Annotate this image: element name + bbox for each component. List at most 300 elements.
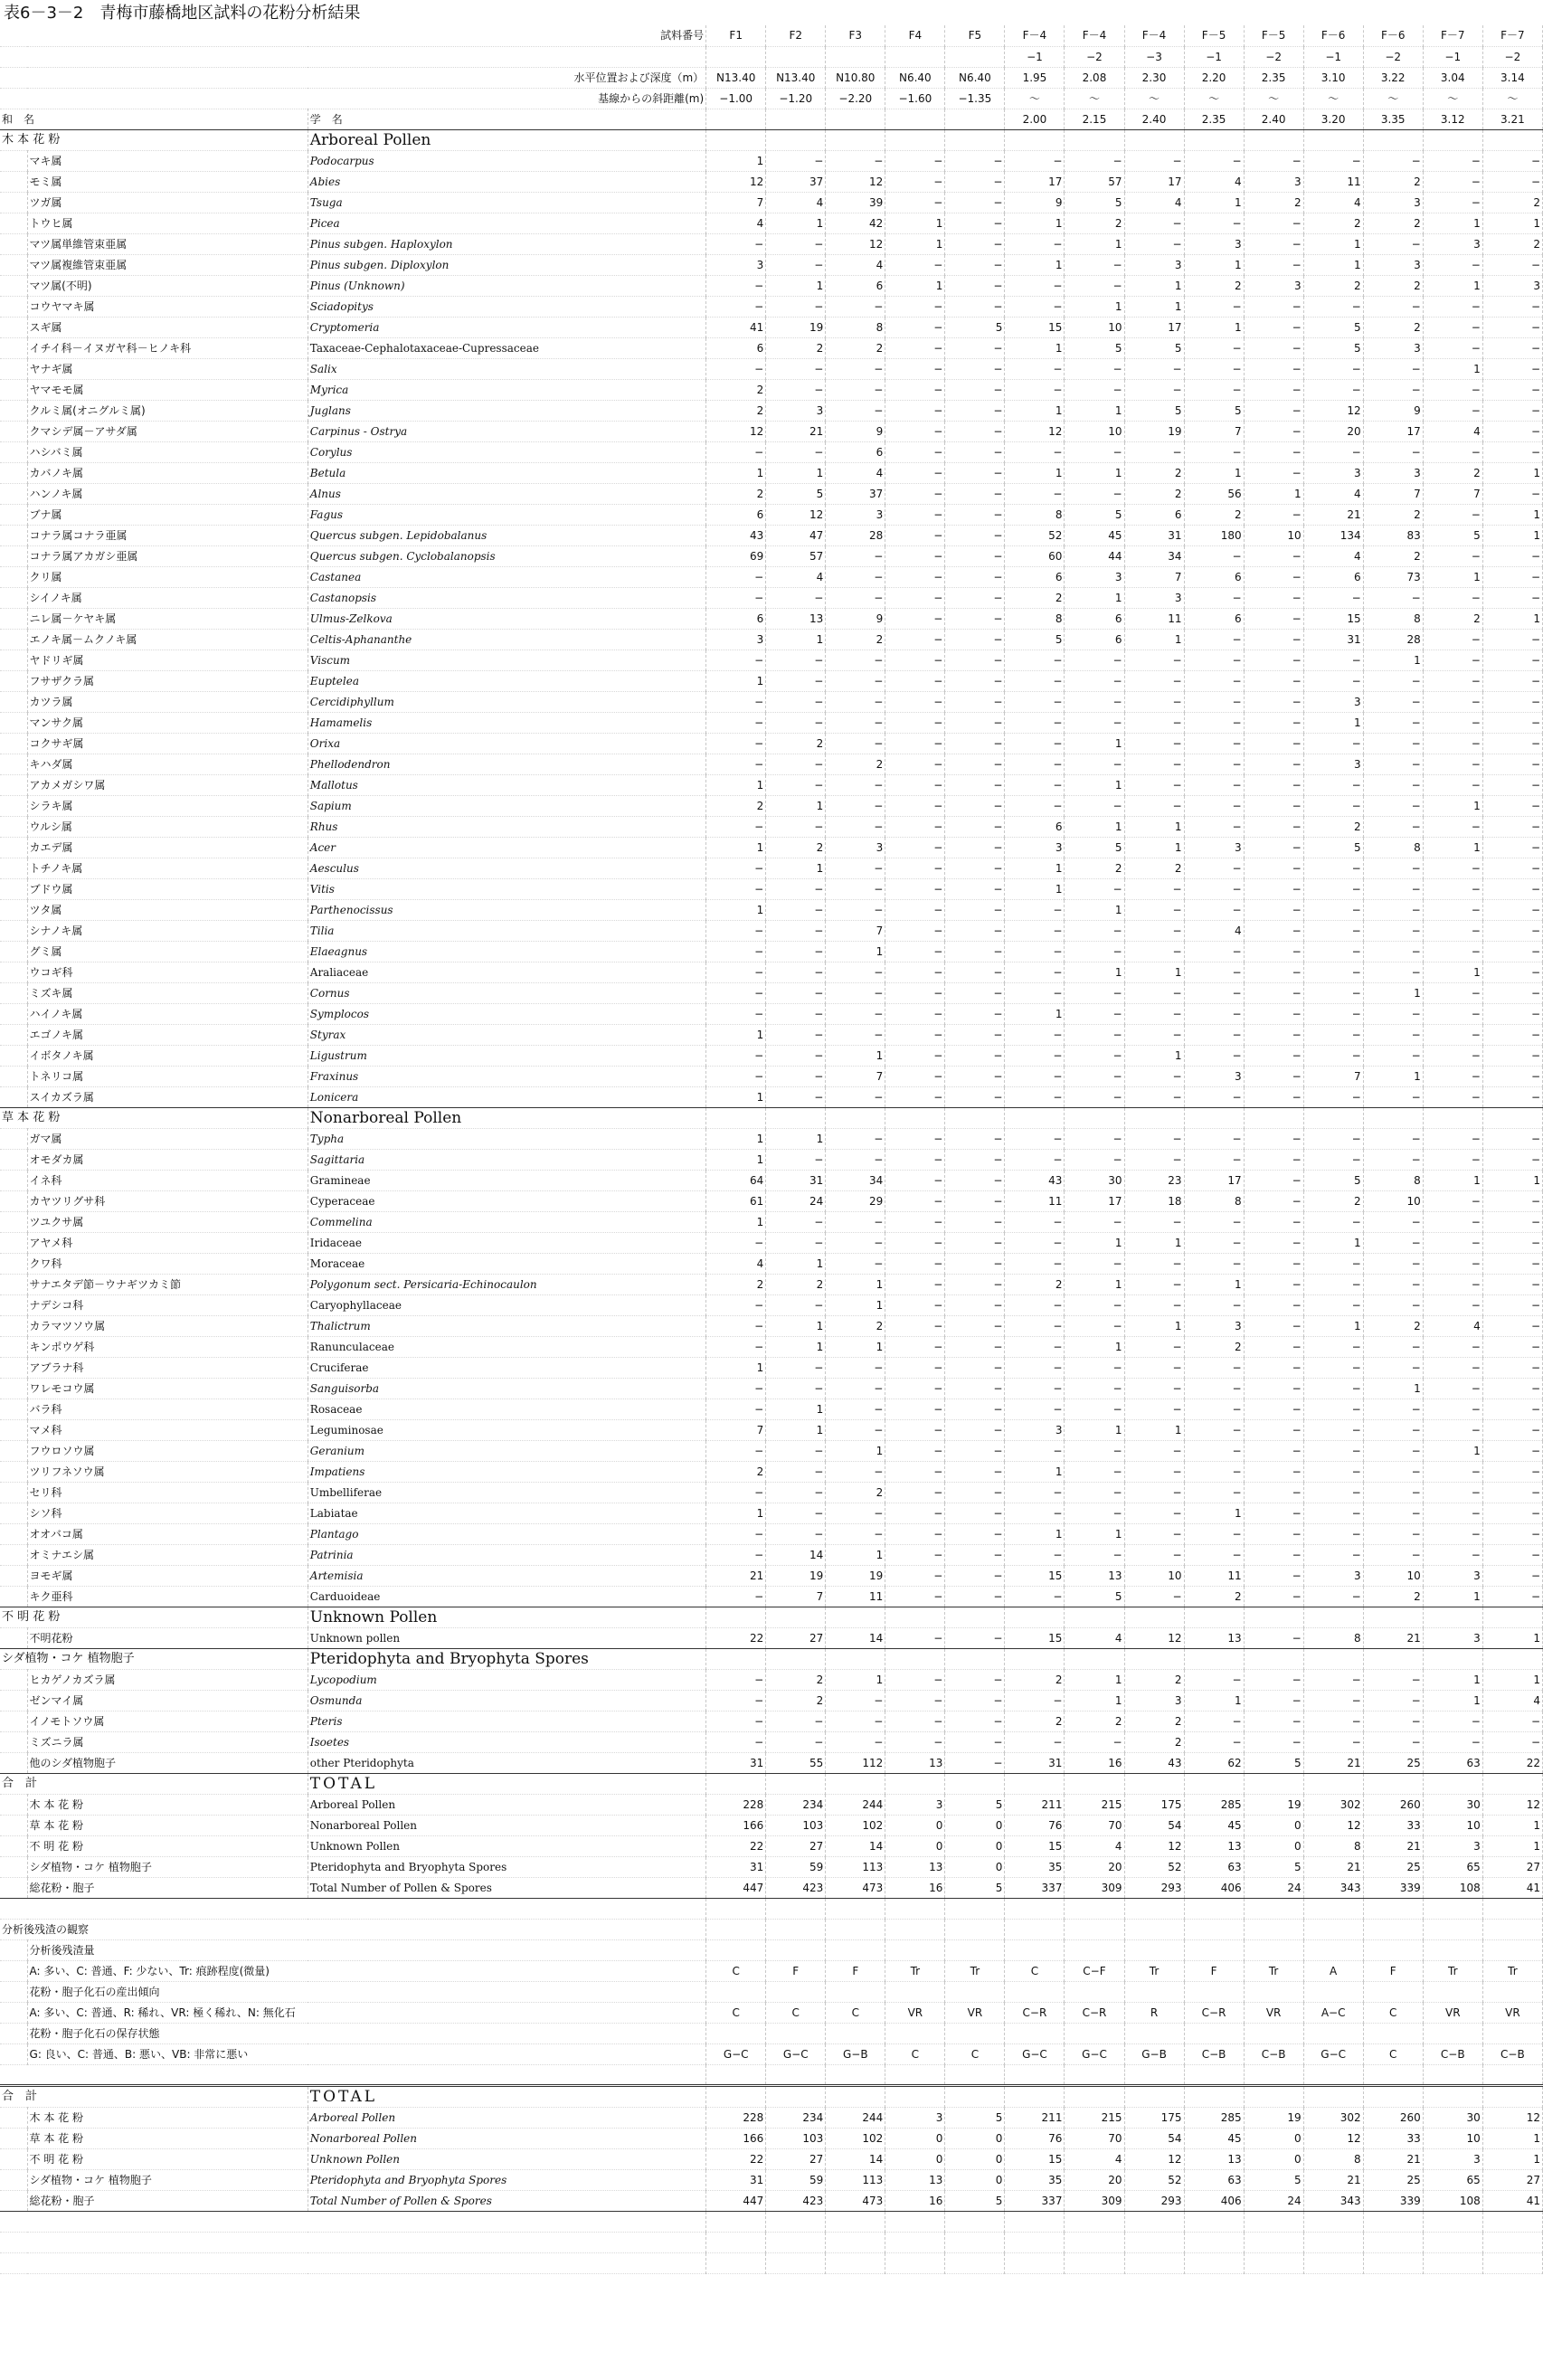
value-cell: − <box>766 774 826 795</box>
value-cell: − <box>945 400 1005 421</box>
value-cell: 1 <box>1065 899 1124 920</box>
indent-cell <box>0 379 27 400</box>
value-cell: C <box>826 2002 885 2023</box>
taxon-row <box>0 670 1543 691</box>
value-cell: − <box>826 878 885 899</box>
blank-cell <box>1244 2252 1303 2273</box>
indent-cell <box>0 1378 27 1399</box>
value-cell: − <box>1482 837 1542 858</box>
value-cell: − <box>1303 1461 1363 1482</box>
value-cell: 3 <box>1363 192 1423 213</box>
value-cell: 1 <box>1303 1232 1363 1253</box>
japanese-name-cell: 不明花粉 <box>27 1627 308 1648</box>
blank-cell <box>826 1773 885 1794</box>
value-cell: − <box>1184 441 1244 462</box>
value-cell: − <box>1005 1336 1065 1357</box>
value-cell: 1 <box>1303 712 1363 733</box>
value-cell: − <box>1303 1586 1363 1607</box>
value-cell: − <box>885 1711 945 1731</box>
value-cell: 2 <box>1005 1711 1065 1731</box>
value-cell: − <box>1363 670 1423 691</box>
indent-cell <box>0 1523 27 1544</box>
value-cell: − <box>1482 670 1542 691</box>
totals-scientific-label: TOTAL <box>308 1773 705 1794</box>
value-cell: 1 <box>1482 1170 1542 1190</box>
blank-cell <box>1363 1939 1423 1960</box>
value-cell: − <box>1065 1045 1124 1066</box>
indent-cell <box>0 1170 27 1190</box>
value-cell: − <box>706 920 766 941</box>
blank-cell <box>1482 1981 1542 2002</box>
value-cell: 13 <box>1065 1565 1124 1586</box>
value-cell: 4 <box>826 462 885 483</box>
scientific-name-cell: Taxaceae-Cephalotaxaceae-Cupressaceae <box>308 337 705 358</box>
value-cell: − <box>1423 441 1482 462</box>
taxon-row <box>0 795 1543 816</box>
value-cell: 2 <box>1363 171 1423 192</box>
blank-cell <box>885 1648 945 1669</box>
taxon-row <box>0 754 1543 774</box>
value-cell: − <box>1482 587 1542 608</box>
value-cell: − <box>706 587 766 608</box>
value-cell: 1 <box>1065 462 1124 483</box>
value-cell: − <box>945 1669 1005 1690</box>
value-cell: 1 <box>706 1086 766 1107</box>
scientific-name-cell: Abies <box>308 171 705 192</box>
value-cell: 2 <box>826 1482 885 1503</box>
value-cell: 3 <box>1184 837 1244 858</box>
value-cell: − <box>1005 1378 1065 1399</box>
slope-cell: −1.20 <box>766 88 826 109</box>
indent-cell <box>0 1149 27 1170</box>
value-cell: 423 <box>766 1877 826 1898</box>
indent-cell <box>0 691 27 712</box>
blank-cell <box>1124 1939 1184 1960</box>
blank-cell <box>1184 1919 1244 1939</box>
value-cell: 5 <box>1184 400 1244 421</box>
indent-cell <box>0 2043 27 2064</box>
blank-cell <box>1244 1107 1303 1128</box>
value-cell: 22 <box>1482 1752 1542 1773</box>
value-cell: − <box>1244 1190 1303 1211</box>
blank-cell <box>706 1919 766 1939</box>
value-cell: 2 <box>1065 1711 1124 1731</box>
value-cell: − <box>1303 1419 1363 1440</box>
value-cell: − <box>826 587 885 608</box>
blank-cell <box>1005 2232 1065 2252</box>
taxon-row <box>0 1752 1543 1773</box>
scientific-name-cell: Commelina <box>308 1211 705 1232</box>
value-cell: 2 <box>766 837 826 858</box>
value-cell: − <box>1303 1503 1363 1523</box>
value-cell: 2 <box>1184 275 1244 296</box>
value-cell: 1 <box>1124 962 1184 982</box>
value-cell: 28 <box>1363 629 1423 650</box>
value-cell: − <box>766 816 826 837</box>
japanese-name-cell: ウルシ属 <box>27 816 308 837</box>
blank-cell <box>1482 1773 1542 1794</box>
value-cell: − <box>1303 920 1363 941</box>
value-cell: 2 <box>1423 462 1482 483</box>
header-row-position <box>0 67 1543 88</box>
indent-cell <box>0 1128 27 1149</box>
japanese-name-cell: ヤマモモ属 <box>27 379 308 400</box>
value-cell: − <box>1005 962 1065 982</box>
value-cell: − <box>1184 941 1244 962</box>
value-cell: − <box>1184 1086 1244 1107</box>
value-cell: 10 <box>1363 1190 1423 1211</box>
value-cell: − <box>766 1378 826 1399</box>
position-cell: 3.22 <box>1363 67 1423 88</box>
value-cell: − <box>1303 1544 1363 1565</box>
value-cell: − <box>1303 670 1363 691</box>
value-cell: 6 <box>1005 816 1065 837</box>
value-cell: − <box>1303 795 1363 816</box>
japanese-name-cell: アブラナ科 <box>27 1357 308 1378</box>
value-cell: 11 <box>1303 171 1363 192</box>
value-cell: 16 <box>1065 1752 1124 1773</box>
value-cell: − <box>1482 920 1542 941</box>
blank-cell <box>1124 2211 1184 2232</box>
value-cell: − <box>1482 1503 1542 1523</box>
value-cell: 9 <box>1005 192 1065 213</box>
value-cell: − <box>766 982 826 1003</box>
value-cell: 1 <box>1423 1586 1482 1607</box>
value-cell: 31 <box>1005 1752 1065 1773</box>
blank-cell <box>766 2064 826 2085</box>
value-cell: − <box>1303 296 1363 317</box>
scientific-name-cell: Carduoideae <box>308 1586 705 1607</box>
blank-cell <box>1124 1981 1184 2002</box>
position-cell: N13.40 <box>766 67 826 88</box>
value-cell: 2 <box>1363 1315 1423 1336</box>
value-cell: − <box>1065 1066 1124 1086</box>
blank-cell <box>1065 1898 1124 1919</box>
value-cell: − <box>1244 733 1303 754</box>
blank-cell <box>1363 2064 1423 2085</box>
sample-sub-cell <box>706 46 766 67</box>
value-cell: − <box>1124 1440 1184 1461</box>
taxon-row <box>0 629 1543 650</box>
value-cell: 1 <box>1423 1440 1482 1461</box>
value-cell: − <box>706 1003 766 1024</box>
indent-cell <box>0 2002 27 2023</box>
sample-id-cell: F－7 <box>1423 25 1482 46</box>
scientific-name-cell: Carpinus - Ostrya <box>308 421 705 441</box>
value-cell: − <box>766 1357 826 1378</box>
value-cell: − <box>945 1627 1005 1648</box>
value-cell: − <box>1482 1003 1542 1024</box>
indent-cell <box>0 1419 27 1440</box>
scientific-name-cell: Tsuga <box>308 192 705 213</box>
value-cell: − <box>1482 1586 1542 1607</box>
blank-cell <box>1184 1107 1244 1128</box>
scientific-name-cell: Picea <box>308 213 705 233</box>
value-cell: − <box>1124 1149 1184 1170</box>
value-cell: 9 <box>826 421 885 441</box>
value-cell: − <box>826 545 885 566</box>
value-cell: − <box>1184 213 1244 233</box>
value-cell: − <box>1065 982 1124 1003</box>
value-cell: − <box>945 816 1005 837</box>
value-cell: − <box>1244 1627 1303 1648</box>
value-cell: 11 <box>1184 1565 1244 1586</box>
value-cell: − <box>885 608 945 629</box>
value-cell: 1 <box>766 1419 826 1440</box>
value-cell: − <box>706 691 766 712</box>
value-cell: − <box>1184 1357 1244 1378</box>
value-cell: − <box>945 171 1005 192</box>
value-cell: 6 <box>1065 608 1124 629</box>
value-cell: − <box>945 1523 1005 1544</box>
value-cell: 0 <box>885 2128 945 2148</box>
value-cell: − <box>1005 774 1065 795</box>
indent-cell <box>0 1503 27 1523</box>
value-cell: 6 <box>706 504 766 525</box>
value-cell: − <box>1363 1544 1423 1565</box>
value-cell: 65 <box>1423 1856 1482 1877</box>
scientific-name-cell: Hamamelis <box>308 712 705 733</box>
value-cell: C−F <box>1065 1960 1124 1981</box>
blank-cell <box>945 129 1005 150</box>
value-cell: − <box>1482 1190 1542 1211</box>
blank-cell <box>1303 2252 1363 2273</box>
taxon-row <box>0 1565 1543 1586</box>
value-cell: 1 <box>1184 1503 1244 1523</box>
value-cell: 1 <box>766 462 826 483</box>
blank-cell <box>1303 2023 1363 2043</box>
value-cell: − <box>1244 774 1303 795</box>
value-cell: − <box>826 1461 885 1482</box>
value-cell: − <box>1244 1211 1303 1232</box>
total-japanese-name: 不 明 花 粉 <box>27 2148 308 2169</box>
indent-cell <box>0 816 27 837</box>
range-to-cell: 3.35 <box>1363 109 1423 129</box>
value-cell: − <box>1303 878 1363 899</box>
value-cell: − <box>1184 1669 1244 1690</box>
taxon-row <box>0 1482 1543 1503</box>
japanese-name-cell: イボタノキ属 <box>27 1045 308 1066</box>
taxon-row <box>0 566 1543 587</box>
slope-cell: ～ <box>1482 88 1542 109</box>
value-cell: 30 <box>1065 1170 1124 1190</box>
value-cell: 19 <box>1124 421 1184 441</box>
value-cell: − <box>1423 337 1482 358</box>
japanese-name-cell: キク亜科 <box>27 1586 308 1607</box>
taxon-row <box>0 1003 1543 1024</box>
value-cell: 19 <box>826 1565 885 1586</box>
value-cell: G−B <box>1124 2043 1184 2064</box>
taxon-row <box>0 504 1543 525</box>
taxon-row <box>0 712 1543 733</box>
value-cell: − <box>1303 1378 1363 1399</box>
value-cell: 8 <box>1303 2148 1363 2169</box>
taxon-row <box>0 816 1543 837</box>
value-cell: − <box>945 982 1005 1003</box>
value-cell: Tr <box>1423 1960 1482 1981</box>
value-cell: 13 <box>885 2169 945 2190</box>
value-cell: − <box>826 1399 885 1419</box>
slope-cell: ～ <box>1303 88 1363 109</box>
value-cell: − <box>826 816 885 837</box>
value-cell: − <box>885 192 945 213</box>
value-cell: 108 <box>1423 2190 1482 2211</box>
value-cell: 2 <box>1244 192 1303 213</box>
value-cell: − <box>1244 1357 1303 1378</box>
taxon-row <box>0 275 1543 296</box>
value-cell: 6 <box>1005 566 1065 587</box>
value-cell: 35 <box>1005 1856 1065 1877</box>
indent-cell <box>0 774 27 795</box>
blank-cell <box>885 2211 945 2232</box>
value-cell: − <box>1423 1294 1482 1315</box>
blank-cell <box>826 2211 885 2232</box>
value-cell: 1 <box>1124 1315 1184 1336</box>
indent-cell <box>0 400 27 421</box>
value-cell: − <box>945 795 1005 816</box>
value-cell: 12 <box>766 504 826 525</box>
blank-cell <box>1065 1107 1124 1128</box>
scientific-name-cell: Mallotus <box>308 774 705 795</box>
value-cell: − <box>885 774 945 795</box>
value-cell: − <box>945 1024 1005 1045</box>
taxon-row <box>0 358 1543 379</box>
value-cell: 228 <box>706 2107 766 2128</box>
value-cell: 41 <box>1482 1877 1542 1898</box>
japanese-name-cell: ツユクサ属 <box>27 1211 308 1232</box>
value-cell: 1 <box>885 233 945 254</box>
value-cell: − <box>1423 1378 1482 1399</box>
value-cell: − <box>766 1461 826 1482</box>
value-cell: − <box>1124 1066 1184 1086</box>
value-cell: − <box>1005 1586 1065 1607</box>
value-cell: − <box>1065 1086 1124 1107</box>
value-cell: − <box>945 858 1005 878</box>
value-cell: − <box>1124 1482 1184 1503</box>
value-cell: C <box>706 2002 766 2023</box>
value-cell: − <box>1244 795 1303 816</box>
indent-cell <box>0 1461 27 1482</box>
blank-cell <box>885 1898 945 1919</box>
value-cell: − <box>1363 358 1423 379</box>
value-cell: 1 <box>1124 275 1184 296</box>
observation-legend: A: 多い、C: 普通、R: 稀れ、VR: 極く稀れ、N: 無化石 <box>27 2002 706 2023</box>
value-cell: − <box>706 1399 766 1419</box>
value-cell: − <box>1184 691 1244 712</box>
taxon-row <box>0 254 1543 275</box>
value-cell: Tr <box>885 1960 945 1981</box>
value-cell: 113 <box>826 1856 885 1877</box>
scientific-name-cell: Styrax <box>308 1024 705 1045</box>
taxon-row <box>0 1294 1543 1315</box>
value-cell: − <box>1184 545 1244 566</box>
value-cell: − <box>1303 858 1363 878</box>
blank-cell <box>945 1939 1005 1960</box>
value-cell: − <box>1184 358 1244 379</box>
value-cell: 25 <box>1363 2169 1423 2190</box>
value-cell: 2 <box>706 1461 766 1482</box>
value-cell: − <box>945 941 1005 962</box>
scientific-name-cell: Leguminosae <box>308 1419 705 1440</box>
indent-cell <box>0 1211 27 1232</box>
value-cell: − <box>945 1274 1005 1294</box>
value-cell: 17 <box>1065 1190 1124 1211</box>
value-cell: − <box>1244 1128 1303 1149</box>
value-cell: 1 <box>1124 629 1184 650</box>
value-cell: 5 <box>1303 1170 1363 1190</box>
value-cell: G−C <box>1005 2043 1065 2064</box>
blank-cell <box>1184 2085 1244 2107</box>
value-cell: − <box>706 1690 766 1711</box>
taxon-row <box>0 1399 1543 1419</box>
taxon-row <box>0 545 1543 566</box>
value-cell: − <box>1184 816 1244 837</box>
value-cell: 103 <box>766 1815 826 1835</box>
japanese-name-cell: ツリフネソウ属 <box>27 1461 308 1482</box>
total-japanese-name: シダ植物・コケ 植物胞子 <box>27 2169 308 2190</box>
value-cell: 166 <box>706 1815 766 1835</box>
observations-heading-row <box>0 1919 1543 1939</box>
value-cell: − <box>1124 1357 1184 1378</box>
range-to-cell <box>826 109 885 129</box>
value-cell: − <box>1124 878 1184 899</box>
indent-cell <box>0 858 27 878</box>
value-cell: − <box>1303 1211 1363 1232</box>
value-cell: 260 <box>1363 2107 1423 2128</box>
value-cell: 5 <box>1005 629 1065 650</box>
value-cell: 21 <box>1303 504 1363 525</box>
value-cell: − <box>826 150 885 171</box>
value-cell: − <box>1005 1294 1065 1315</box>
value-cell: − <box>1244 1274 1303 1294</box>
value-cell: 1 <box>1065 1232 1124 1253</box>
value-cell: − <box>1244 982 1303 1003</box>
value-cell: − <box>1184 1399 1244 1419</box>
value-cell: 211 <box>1005 1794 1065 1815</box>
value-cell: − <box>945 566 1005 587</box>
value-cell: − <box>1363 1149 1423 1170</box>
scientific-name-cell: Cornus <box>308 982 705 1003</box>
value-cell: − <box>1005 1440 1065 1461</box>
blank-cell <box>885 2023 945 2043</box>
value-cell: − <box>1124 1253 1184 1274</box>
blank-cell <box>1124 2252 1184 2273</box>
taxon-row <box>0 1731 1543 1752</box>
value-cell: 6 <box>1065 629 1124 650</box>
value-cell: − <box>1244 1419 1303 1440</box>
blank-cell <box>945 1107 1005 1128</box>
value-cell: 1 <box>706 462 766 483</box>
value-cell: − <box>885 1731 945 1752</box>
value-cell: 1 <box>706 150 766 171</box>
value-cell: 343 <box>1303 1877 1363 1898</box>
value-cell: A <box>1303 1960 1363 1981</box>
value-cell: 20 <box>1303 421 1363 441</box>
scientific-name-cell: Ulmus-Zelkova <box>308 608 705 629</box>
value-cell: − <box>945 1211 1005 1232</box>
taxon-row <box>0 1274 1543 1294</box>
sample-id-cell: F－5 <box>1184 25 1244 46</box>
value-cell: F <box>766 1960 826 1981</box>
value-cell: − <box>706 1544 766 1565</box>
value-cell: 1 <box>1482 504 1542 525</box>
scientific-name-cell: Umbelliferae <box>308 1482 705 1503</box>
value-cell: 4 <box>1423 421 1482 441</box>
value-cell: − <box>1005 650 1065 670</box>
value-cell: − <box>1363 1253 1423 1274</box>
japanese-name-cell: シラキ属 <box>27 795 308 816</box>
value-cell: 52 <box>1124 1856 1184 1877</box>
